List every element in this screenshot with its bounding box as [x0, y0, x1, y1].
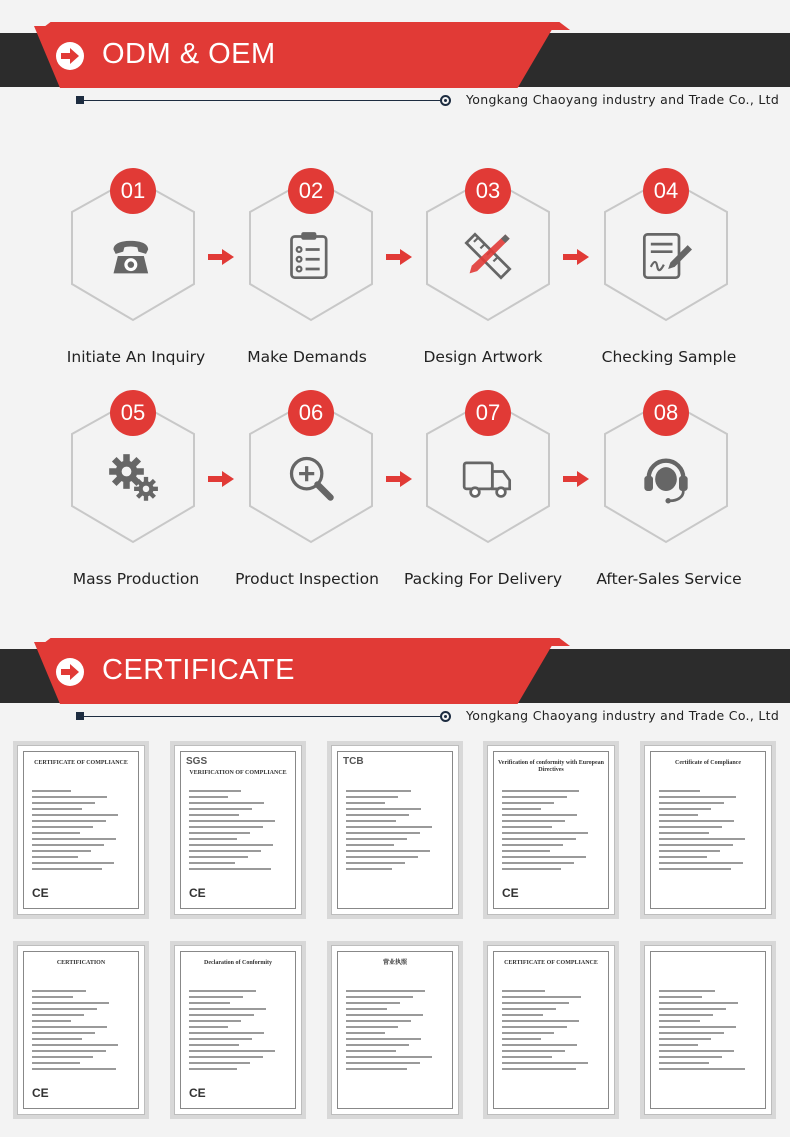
certificate-thumbnail[interactable]	[640, 941, 776, 1119]
telephone-icon	[107, 230, 159, 282]
flow-arrow-icon	[208, 471, 234, 487]
signed-document-icon	[640, 230, 692, 282]
certificate-page	[180, 751, 296, 909]
certificate-thumbnail[interactable]	[13, 941, 149, 1119]
step-label: Packing For Delivery	[403, 570, 563, 588]
certificate-text-lines	[189, 786, 287, 874]
certificate-text-lines	[32, 986, 130, 1074]
certificate-heading: CERTIFICATION	[56, 960, 106, 966]
arrow-right-icon	[56, 42, 84, 70]
certificate-logo: SGS	[186, 756, 208, 767]
arrow-right-icon	[56, 658, 84, 686]
divider-dot	[440, 95, 451, 106]
certificate-text-lines	[659, 786, 757, 874]
step-number-badge: 03	[465, 168, 511, 214]
certificate-text-lines	[502, 986, 600, 1074]
flow-arrow-icon	[386, 249, 412, 265]
divider-line	[78, 716, 440, 717]
step-label: Checking Sample	[601, 348, 737, 366]
step-number-badge: 05	[110, 390, 156, 436]
certificate-heading: CERTIFICATE OF COMPLIANCE	[34, 760, 128, 766]
certificate-heading: Certificate of Compliance	[675, 760, 741, 766]
ce-mark: CE	[189, 1086, 206, 1100]
gears-icon	[107, 452, 159, 504]
step-label: Mass Production	[72, 570, 200, 588]
certificate-text-lines	[502, 786, 600, 874]
step-number-badge: 01	[110, 168, 156, 214]
certificate-page	[337, 951, 453, 1109]
step-label: Design Artwork	[423, 348, 543, 366]
flow-arrow-icon	[563, 471, 589, 487]
certificate-page	[337, 751, 453, 909]
certificate-thumbnail[interactable]	[13, 741, 149, 919]
clipboard-list-icon	[285, 230, 337, 282]
certificate-thumbnail[interactable]	[327, 741, 463, 919]
magnifier-plus-icon	[285, 452, 337, 504]
ce-mark: CE	[502, 886, 519, 900]
headset-agent-icon	[640, 452, 692, 504]
step-number-badge: 04	[643, 168, 689, 214]
divider-line	[78, 100, 440, 101]
step-number-badge: 07	[465, 390, 511, 436]
section-title: ODM & OEM	[102, 38, 276, 70]
certificate-heading: 营业执照	[382, 960, 407, 966]
certificate-thumbnail[interactable]	[483, 941, 619, 1119]
flow-arrow-icon	[563, 249, 589, 265]
certificate-logo: TCB	[343, 756, 364, 767]
company-name: Yongkang Chaoyang industry and Trade Co., Ltd	[466, 92, 780, 107]
step-label: After-Sales Service	[596, 570, 742, 588]
certificate-thumbnail[interactable]	[640, 741, 776, 919]
certificate-thumbnail[interactable]	[170, 741, 306, 919]
company-name: Yongkang Chaoyang industry and Trade Co., Ltd	[466, 708, 780, 723]
certificate-text-lines	[189, 986, 287, 1074]
section-title: CERTIFICATE	[102, 654, 295, 686]
step-label: Product Inspection	[235, 570, 379, 588]
certificate-heading: Verification of conformity with European Directives	[498, 760, 604, 773]
ruler-pencil-icon	[462, 230, 514, 282]
certificate-page	[493, 751, 609, 909]
divider-dot	[440, 711, 451, 722]
ce-mark: CE	[189, 886, 206, 900]
certificate-page	[650, 951, 766, 1109]
certificate-text-lines	[32, 786, 130, 874]
step-number-badge: 06	[288, 390, 334, 436]
step-number-badge: 08	[643, 390, 689, 436]
certificate-page	[23, 751, 139, 909]
certificate-text-lines	[346, 986, 444, 1074]
certificate-heading: CERTIFICATE OF COMPLIANCE	[504, 960, 598, 966]
step-number-badge: 02	[288, 168, 334, 214]
certificate-thumbnail[interactable]	[327, 941, 463, 1119]
ce-mark: CE	[32, 886, 49, 900]
delivery-truck-icon	[462, 452, 514, 504]
certificate-page	[493, 951, 609, 1109]
flow-arrow-icon	[208, 249, 234, 265]
certificate-text-lines	[659, 986, 757, 1074]
certificate-heading: VERIFICATION OF COMPLIANCE	[189, 770, 287, 776]
certificate-page	[650, 751, 766, 909]
certificate-thumbnail[interactable]	[483, 741, 619, 919]
certificate-banner	[0, 634, 790, 734]
flow-arrow-icon	[386, 471, 412, 487]
odm-oem-banner	[0, 18, 790, 118]
certificate-heading: Declaration of Conformity	[204, 960, 272, 966]
step-label: Initiate An Inquiry	[66, 348, 206, 366]
step-label: Make Demands	[247, 348, 367, 366]
ce-mark: CE	[32, 1086, 49, 1100]
certificate-thumbnail[interactable]	[170, 941, 306, 1119]
certificate-page	[23, 951, 139, 1109]
certificate-text-lines	[346, 786, 444, 874]
certificate-page	[180, 951, 296, 1109]
